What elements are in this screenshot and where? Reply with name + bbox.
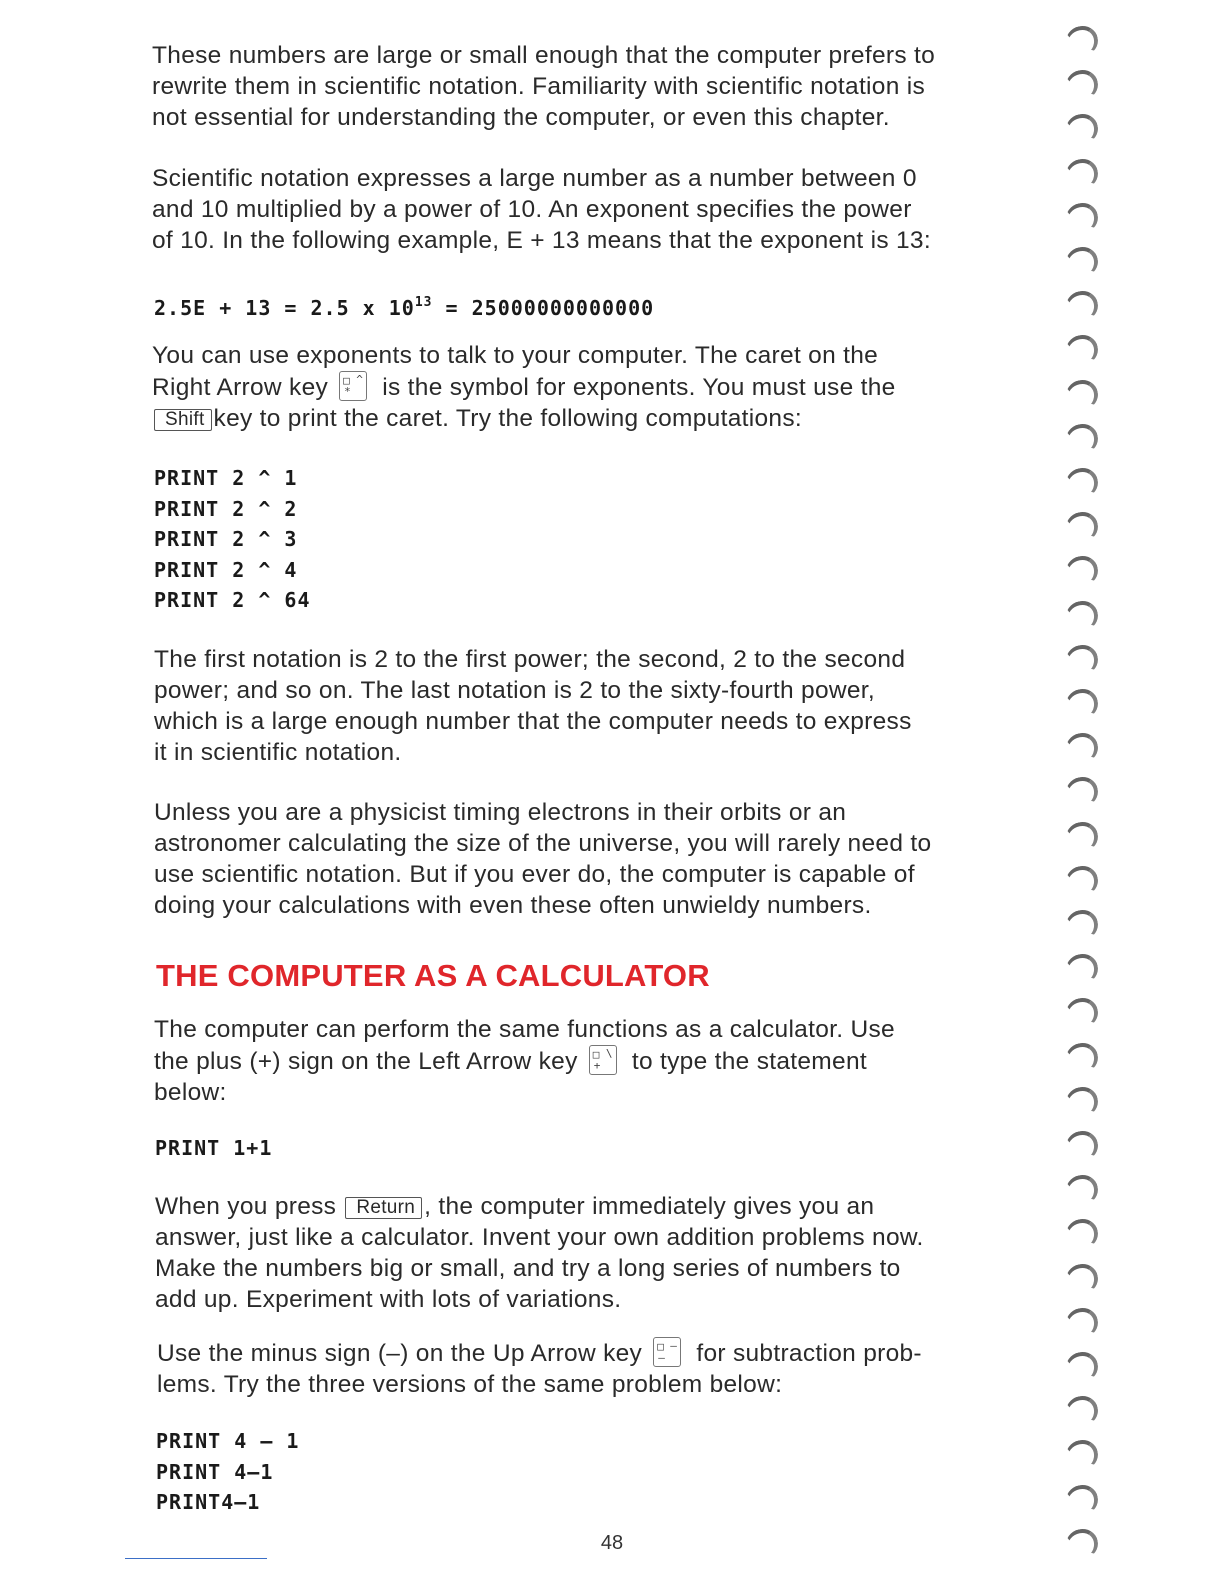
text-line [152,371,1002,403]
text-line: The first notation is 2 to the first power; the second, 2 to the second [154,646,906,673]
return-key-icon: Return [345,1197,422,1219]
page-number: 48 [600,1532,624,1554]
key-glyph: – [658,1351,666,1364]
key-glyph: – [670,1339,678,1352]
up-arrow-key-icon [653,1337,681,1367]
binding-hole-icon [1063,67,1101,103]
binding-hole-icon [1063,774,1101,810]
text-fragment: key to print the caret. Try the following computations: [213,405,802,432]
binding-hole-icon [1063,1305,1101,1341]
paragraph-scientific-intro [152,40,1002,133]
code-line: PRINT 2 ^ 2 [154,496,298,521]
paragraph-physicist [154,797,1004,921]
code-block-powers [154,463,311,616]
binding-hole-icon [1063,1526,1101,1562]
binding-hole-icon [1063,1437,1101,1473]
paragraph-subtraction [157,1337,1007,1400]
binding-hole-icon [1063,1482,1101,1518]
binding-hole-icon [1063,863,1101,899]
code-line: PRINT 2 ^ 1 [154,466,298,490]
binding-hole-icon [1063,951,1101,987]
binding-hole-icon [1063,1261,1101,1297]
binding-hole-icon [1063,1349,1101,1385]
code-line: PRINT 4 – 1 [156,1429,300,1453]
text-line: These numbers are large or small enough that the computer prefers to [152,42,936,69]
text-fragment: is the symbol for exponents. You must use the [382,374,896,401]
binding-hole-icon [1063,288,1101,324]
key-glyph: □ [343,374,351,387]
binding-hole-icon [1063,642,1101,678]
binding-hole-icon [1063,1393,1101,1429]
binding-hole-icon [1063,1128,1101,1164]
text-fragment: Use the minus sign (–) on the Up Arrow key [157,1340,643,1367]
binding-hole-icon [1063,244,1101,280]
binding-hole-icon [1063,907,1101,943]
key-glyph: \ [605,1047,613,1060]
text-line: You can use exponents to talk to your computer. The caret on the [152,342,879,369]
binding-hole-icon [1063,465,1101,501]
text-line: The computer can perform the same functions as a calculator. Use [154,1016,895,1043]
paragraph-return [155,1191,1005,1315]
code-line: PRINT 1+1 [155,1136,273,1160]
key-glyph: ^ [356,373,364,386]
binding-hole-icon [1063,995,1101,1031]
paragraph-calculator [154,1014,1004,1108]
text-line: lems. Try the three versions of the same problem below: [157,1371,783,1398]
code-line: PRINT 2 ^ 3 [154,527,298,552]
paragraph-scientific-definition [152,163,1002,256]
section-heading: THE COMPUTER AS A CALCULATOR [156,958,710,993]
binding-hole-icon [1063,730,1101,766]
text-line: Unless you are a physicist timing electrons in their orbits or an [154,799,847,826]
text-line [154,1045,1004,1077]
footer-rule [125,1558,267,1559]
text-fragment: , the computer immediately gives you an [424,1193,875,1220]
text-line: doing your calculations with even these often unwieldy numbers. [154,892,872,919]
binding-hole-icon [1063,421,1101,457]
binding-hole-icon [1063,819,1101,855]
key-glyph: + [593,1059,601,1072]
binding-hole-icon [1063,686,1101,722]
text-line: of 10. In the following example, E + 13 means that the exponent is 13: [152,227,931,254]
code-line: PRINT 2 ^ 4 [154,557,298,582]
binding-hole-icon [1063,509,1101,545]
binding-hole-icon [1063,1040,1101,1076]
left-arrow-key-icon [589,1045,617,1075]
binding-hole-icon [1063,1172,1101,1208]
text-line: which is a large enough number that the computer needs to express [154,708,912,735]
binding-hole-icon [1063,377,1101,413]
code-line: PRINT4–1 [156,1490,261,1515]
paragraph-exponents [152,340,1002,434]
formula-left: 2.5E + 13 = 2.5 x 10 [154,296,415,320]
binding-hole-icon [1063,156,1101,192]
binding-hole-icon [1063,598,1101,634]
text-line: it in scientific notation. [154,739,402,766]
shift-key-icon: Shift [154,409,212,431]
binding-hole-icon [1063,23,1101,59]
code-line: PRINT 2 ^ 64 [154,588,311,613]
formula-exponent: 13 [414,295,433,310]
code-block-subtraction [156,1426,299,1518]
code-block-addition [155,1133,272,1164]
text-fragment: Right Arrow key [152,374,329,401]
binding-holes [1062,0,1102,1584]
text-fragment: the plus (+) sign on the Left Arrow key [154,1048,578,1075]
text-fragment: for subtraction prob- [696,1340,922,1367]
binding-hole-icon [1063,1216,1101,1252]
right-arrow-key-icon [339,371,367,401]
binding-hole-icon [1063,111,1101,147]
formula-example [154,288,654,324]
formula-right: = 25000000000000 [432,296,655,320]
text-line: below: [154,1079,227,1106]
text-line [157,1337,1007,1369]
text-fragment: to type the statement [631,1048,867,1075]
key-glyph: * [344,385,352,398]
text-line: Scientific notation expresses a large number as a number between 0 [152,165,917,192]
text-line: Make the numbers big or small, and try a long series of numbers to [155,1255,901,1282]
text-line: rewrite them in scientific notation. Familiarity with scientific notation is [152,73,926,100]
binding-hole-icon [1063,1084,1101,1120]
code-line: PRINT 4–1 [156,1459,274,1484]
text-line [152,403,1002,434]
text-line: and 10 multiplied by a power of 10. An exponent specifies the power [152,196,912,223]
text-line: not essential for understanding the computer, or even this chapter. [152,104,890,131]
key-glyph: □ [657,1340,665,1353]
text-line: astronomer calculating the size of the universe, you will rarely need to [154,830,932,857]
text-line: add up. Experiment with lots of variations. [155,1286,622,1313]
key-glyph: □ [592,1048,600,1061]
binding-hole-icon [1063,332,1101,368]
text-fragment: When you press [155,1193,337,1220]
paragraph-notation-explained [154,644,1004,768]
text-line: answer, just like a calculator. Invent your own addition problems now. [155,1224,924,1251]
binding-hole-icon [1063,553,1101,589]
binding-hole-icon [1063,200,1101,236]
text-line: power; and so on. The last notation is 2 to the sixty-fourth power, [154,677,876,704]
text-line: use scientific notation. But if you ever do, the computer is capable of [154,861,915,888]
text-line [155,1191,1005,1222]
